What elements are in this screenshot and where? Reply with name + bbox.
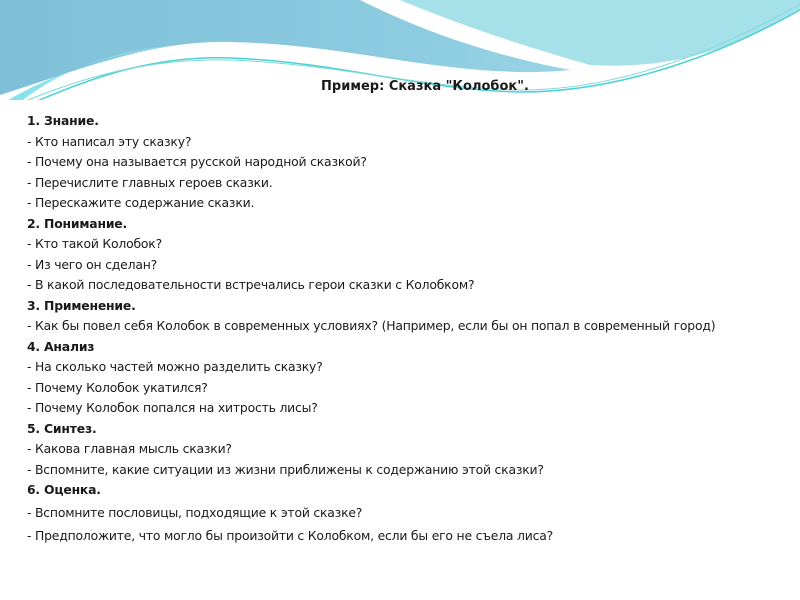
slide-title: Пример: Сказка "Колобок". [321,79,529,94]
question-item: - Почему Колобок укатился? [27,379,208,395]
question-item: - Перечислите главных героев сказки. [27,174,273,190]
question-item: - Кто написал эту сказку? [27,133,192,149]
question-item: - Как бы повел себя Колобок в современных условиях? (Например, если бы он попал в современный город) [27,318,716,333]
question-item: - Вспомните, какие ситуации из жизни приближены к содержанию этой сказки? [27,461,544,477]
question-item: - Предположите, что могло бы произойти с Колобком, если бы его не съела лиса? [27,528,554,543]
question-item: - На сколько частей можно разделить сказку? [27,359,323,374]
question-list [27,111,797,547]
question-item: - Почему Колобок попался на хитрость лисы? [27,400,318,415]
section-heading: 3. Применение. [27,297,136,313]
section-heading: 2. Понимание. [27,215,128,231]
section-heading: 5. Синтез. [27,420,97,436]
question-item: - Из чего он сделан? [27,256,157,272]
question-item: - Вспомните пословицы, подходящие к этой сказке? [27,504,363,520]
section-heading: 4. Анализ [27,338,95,354]
section-heading: 6. Оценка. [27,482,101,497]
question-item: - Кто такой Колобок? [27,236,162,251]
question-item: - В какой последовательности встречались герои сказки с Колобком? [27,277,475,292]
question-item: - Какова главная мысль сказки? [27,441,232,456]
question-item: - Почему она называется русской народной сказкой? [27,154,367,169]
section-heading: 1. Знание. [27,113,99,128]
question-item: - Перескажите содержание сказки. [27,195,255,210]
